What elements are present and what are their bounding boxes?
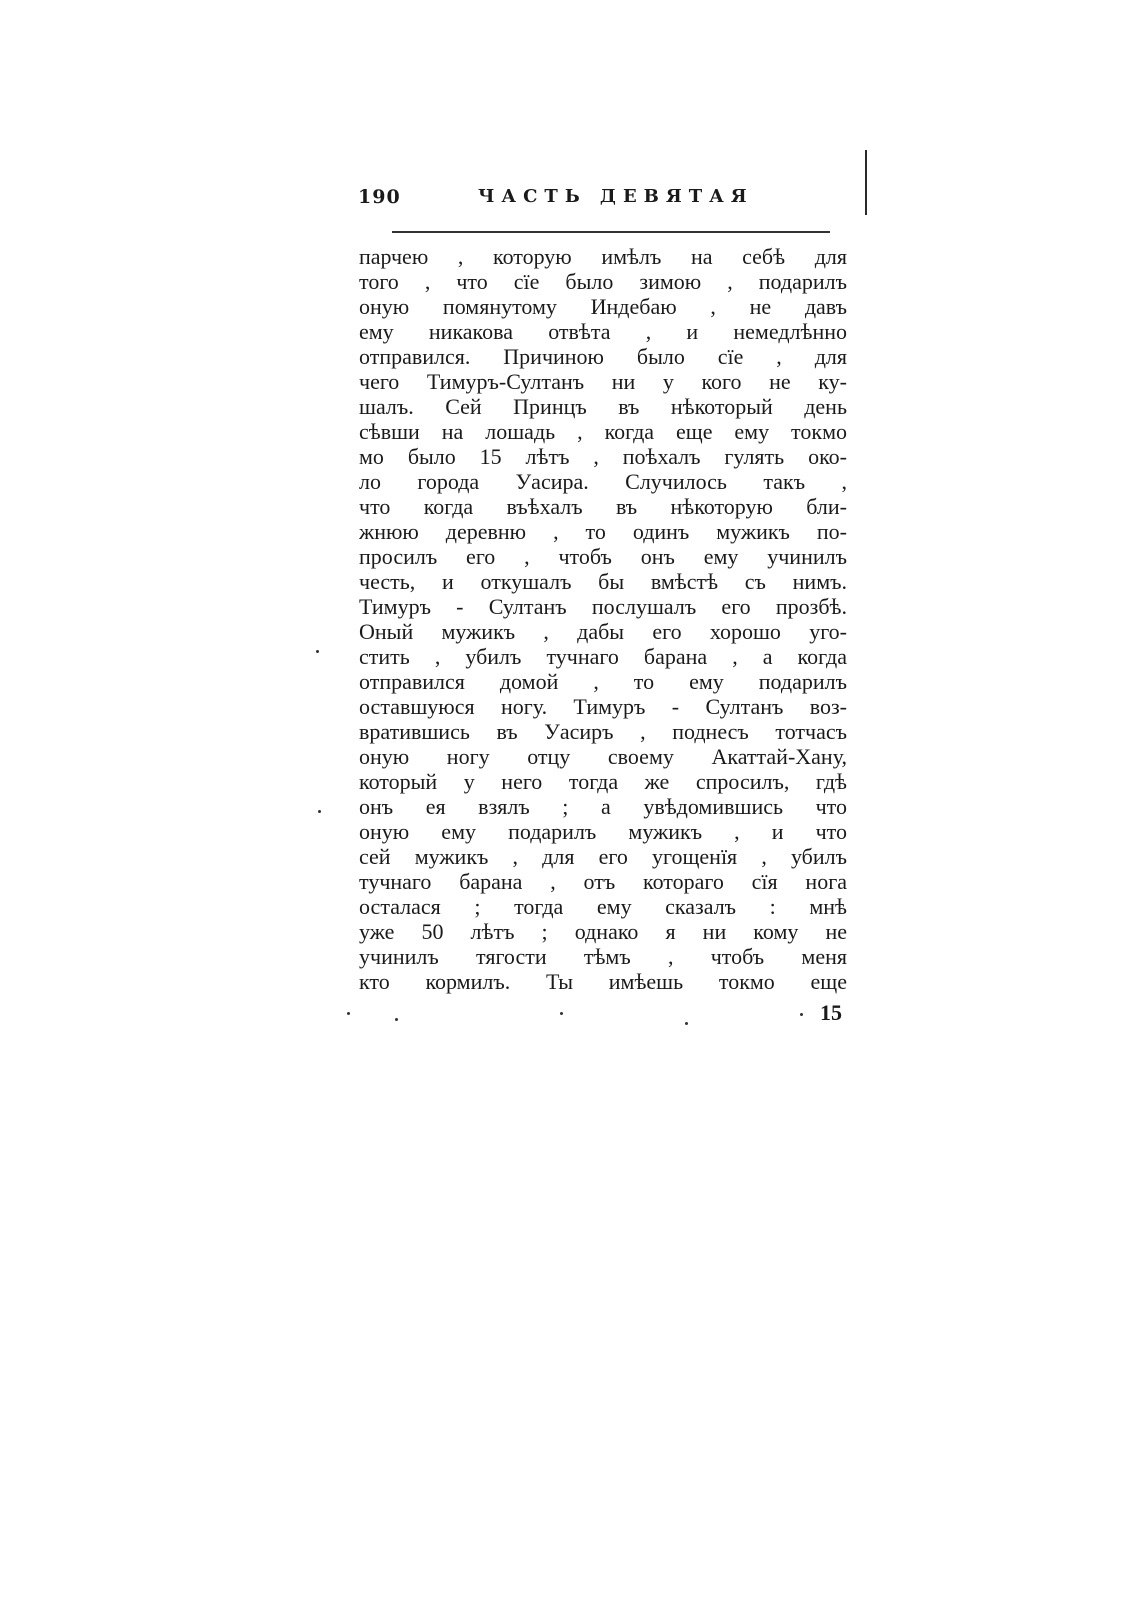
page-number: 190 xyxy=(358,186,401,208)
text-line: Оный мужикъ , дабы его хорошо уго- xyxy=(359,619,847,644)
text-line: онъ ея взялъ ; а увѣдомившись что xyxy=(359,794,847,819)
text-line: оную ему подарилъ мужикъ , и что xyxy=(359,819,847,844)
text-line: оную ногу отцу своему Акаттай-Хану, xyxy=(359,744,847,769)
text-line: ему никакова отвѣта , и немедлѣнно xyxy=(359,319,847,344)
text-line: осталася ; тогда ему сказалъ : мнѣ xyxy=(359,894,847,919)
text-line: сей мужикъ , для его угощенїя , убилъ xyxy=(359,844,847,869)
text-line: вратившись въ Уасиръ , поднесъ тотчасъ xyxy=(359,719,847,744)
text-line: шалъ. Сей Принцъ въ нѣкоторый день xyxy=(359,394,847,419)
text-line: Тимуръ - Султанъ послушалъ его прозбѣ. xyxy=(359,594,847,619)
text-line: чего Тимуръ-Султанъ ни у кого не ку- xyxy=(359,369,847,394)
text-line: учинилъ тягости тѣмъ , чтобъ меня xyxy=(359,944,847,969)
text-line: сѣвши на лошадь , когда еще ему токмо xyxy=(359,419,847,444)
text-line: отправился. Причиною было сїе , для xyxy=(359,344,847,369)
text-line: мо было 15 лѣтъ , поѣхалъ гулять око- xyxy=(359,444,847,469)
text-line: что когда въѣхалъ въ нѣкоторую бли- xyxy=(359,494,847,519)
text-line: отправился домой , то ему подарилъ xyxy=(359,669,847,694)
text-line: оную помянутому Индебаю , не давъ xyxy=(359,294,847,319)
text-line: который у него тогда же спросилъ, гдѣ xyxy=(359,769,847,794)
catchword: 15 xyxy=(820,1000,842,1025)
text-line: оставшуюся ногу. Тимуръ - Султанъ воз- xyxy=(359,694,847,719)
text-line: честь, и откушалъ бы вмѣстѣ съ нимъ. xyxy=(359,569,847,594)
page-edge-line xyxy=(865,150,867,215)
running-header xyxy=(358,186,846,220)
running-title: ЧАСТЬ ДЕВЯТАЯ xyxy=(478,186,754,207)
text-line: просилъ его , чтобъ онъ ему учинилъ xyxy=(359,544,847,569)
text-line: стить , убилъ тучнаго барана , а когда xyxy=(359,644,847,669)
text-line: уже 50 лѣтъ ; однако я ни кому не xyxy=(359,919,847,944)
body-text xyxy=(359,244,847,994)
text-line: тучнаго барана , отъ котораго сїя нога xyxy=(359,869,847,894)
text-line: ло города Уасира. Случилось такъ , xyxy=(359,469,847,494)
text-line: жнюю деревню , то одинъ мужикъ по- xyxy=(359,519,847,544)
text-line: того , что сїе было зимою , подарилъ xyxy=(359,269,847,294)
text-line: парчею , которую имѣлъ на себѣ для xyxy=(359,244,847,269)
header-rule xyxy=(392,231,830,233)
text-line: кто кормилъ. Ты имѣешь токмо еще xyxy=(359,969,847,994)
